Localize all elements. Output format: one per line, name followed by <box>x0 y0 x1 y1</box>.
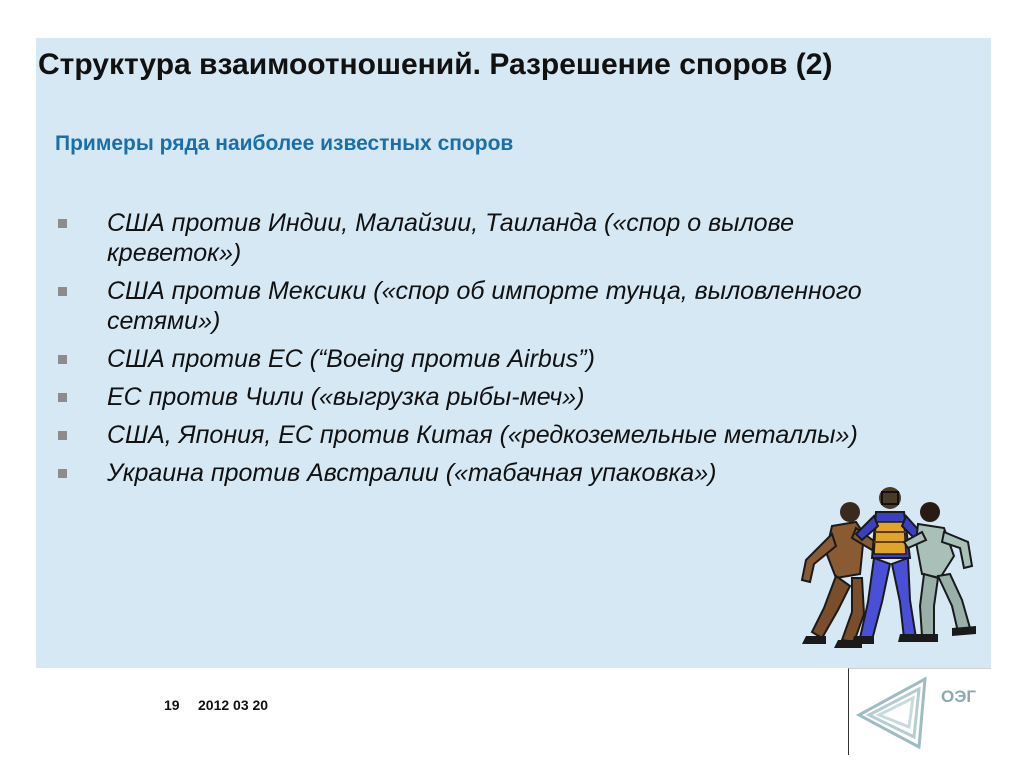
list-item <box>55 276 915 336</box>
logo-text: ОЭГ <box>941 687 976 706</box>
dispute-referee-clipart <box>772 482 982 658</box>
square-bullet-icon <box>58 287 67 296</box>
list-item <box>55 420 915 450</box>
slide-title: Структура взаимоотношений. Разрешение споров (2) <box>38 48 833 81</box>
list-item-text: США, Япония, ЕС против Китая («редкоземельные металлы») <box>107 421 858 449</box>
page-number: 19 <box>164 697 180 713</box>
triangle-logo-icon <box>853 675 943 751</box>
dispute-list <box>55 208 915 496</box>
slide-subtitle: Примеры ряда наиболее известных споров <box>55 132 514 155</box>
list-item-text: ЕС против Чили («выгрузка рыбы-меч») <box>107 383 585 411</box>
slide-date: 2012 03 20 <box>198 697 269 713</box>
list-item-text: Украина против Австралии («табачная упаковка») <box>107 459 717 487</box>
company-logo <box>848 668 991 755</box>
list-item <box>55 382 915 412</box>
square-bullet-icon <box>58 393 67 402</box>
square-bullet-icon <box>58 219 67 228</box>
list-item-text: США против ЕС (“Boeing против Airbus”) <box>107 345 595 373</box>
square-bullet-icon <box>58 355 67 364</box>
list-item-text: США против Индии, Малайзии, Таиланда («спор о вылове креветок») <box>107 209 794 267</box>
list-item <box>55 208 915 268</box>
list-item-text: США против Мексики («спор об импорте тунца, выловленного сетями») <box>107 277 862 335</box>
square-bullet-icon <box>58 469 67 478</box>
right-businessman-figure <box>904 502 976 642</box>
square-bullet-icon <box>58 431 67 440</box>
list-item <box>55 344 915 374</box>
